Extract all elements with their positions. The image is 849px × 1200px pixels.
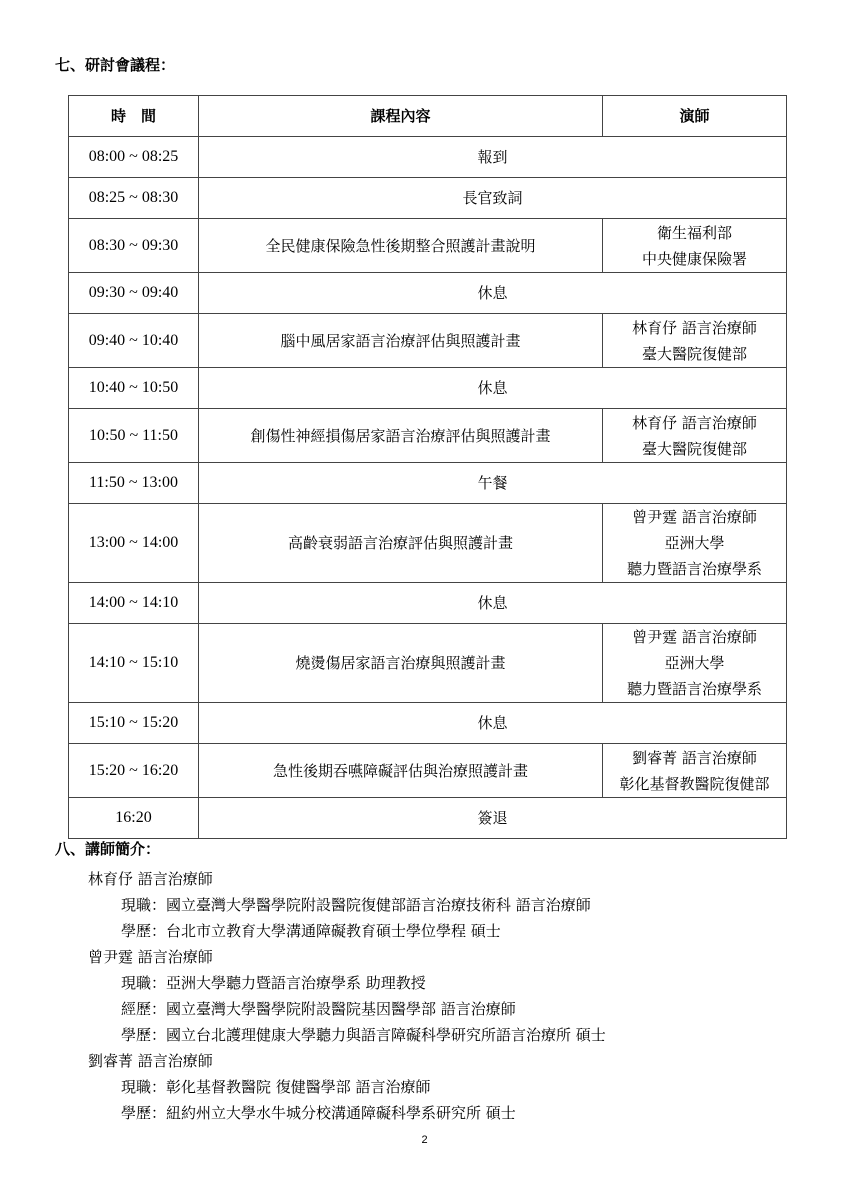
- speaker-line: 曾尹霆 語言治療師: [632, 628, 757, 646]
- agenda-time: 14:00 ~ 14:10: [69, 583, 199, 624]
- agenda-content: 休息: [199, 583, 787, 624]
- agenda-time: 09:30 ~ 09:40: [69, 273, 199, 314]
- speaker-line: 中央健康保險署: [641, 249, 747, 268]
- speaker-name: 曾尹霆 語言治療師: [88, 948, 213, 966]
- agenda-time: 11:50 ~ 13:00: [69, 463, 199, 504]
- speaker-line: 臺大醫院復健部: [641, 344, 747, 363]
- speaker-line: 聽力暨語言治療學系: [626, 680, 762, 698]
- agenda-row: [69, 583, 787, 624]
- agenda-row: [69, 744, 787, 798]
- agenda-row: [69, 273, 787, 314]
- speaker-line: 曾尹霆 語言治療師: [632, 508, 757, 526]
- agenda-time: 10:40 ~ 10:50: [69, 368, 199, 409]
- speaker-line: 聽力暨語言治療學系: [626, 560, 762, 578]
- speaker-detail: 現職：彰化基督教醫院 復健醫學部 語言治療師: [121, 1078, 431, 1096]
- agenda-row: [69, 178, 787, 219]
- speaker-name: 劉睿菁 語言治療師: [88, 1052, 213, 1070]
- agenda-content: 休息: [199, 703, 787, 744]
- agenda-row: [69, 137, 787, 178]
- header-content: 課程內容: [199, 96, 603, 137]
- agenda-row: [69, 314, 787, 368]
- agenda-content: 長官致詞: [199, 178, 787, 219]
- agenda-content: 急性後期吞嚥障礙評估與治療照護計畫: [199, 744, 603, 798]
- speaker-detail: 學歷：紐約州立大學水牛城分校溝通障礙科學系研究所 碩士: [121, 1104, 516, 1122]
- page-number: 2: [421, 1134, 428, 1146]
- agenda-content: 休息: [199, 273, 787, 314]
- agenda-time: 16:20: [69, 798, 199, 839]
- header-time: 時 間: [69, 96, 199, 137]
- speaker-detail: 經歷：國立臺灣大學醫學院附設醫院基因醫學部 語言治療師: [121, 1000, 516, 1018]
- agenda-content: 腦中風居家語言治療評估與照護計畫: [199, 314, 603, 368]
- speaker-line: 亞洲大學: [664, 654, 725, 672]
- agenda-header-row: [69, 96, 787, 137]
- agenda-row: [69, 624, 787, 703]
- agenda-speaker: [603, 504, 787, 583]
- agenda-speaker: [603, 314, 787, 368]
- agenda-time: 14:10 ~ 15:10: [69, 624, 199, 703]
- speaker-line: 亞洲大學: [664, 534, 725, 552]
- agenda-speaker: [603, 219, 787, 273]
- agenda-time: 15:20 ~ 16:20: [69, 744, 199, 798]
- speaker-name: 林育伃 語言治療師: [88, 870, 213, 888]
- agenda-speaker: [603, 409, 787, 463]
- agenda-time: 15:10 ~ 15:20: [69, 703, 199, 744]
- agenda-content: 簽退: [199, 798, 787, 839]
- agenda-content: 高齡衰弱語言治療評估與照護計畫: [199, 504, 603, 583]
- agenda-speaker: [603, 624, 787, 703]
- speaker-line: 衛生福利部: [656, 223, 732, 242]
- speaker-line: 林育伃 語言治療師: [632, 318, 757, 337]
- speaker-line: 劉睿菁 語言治療師: [632, 748, 757, 767]
- speaker-line: 彰化基督教醫院復健部: [619, 774, 770, 793]
- agenda-time: 08:00 ~ 08:25: [69, 137, 199, 178]
- agenda-row: [69, 219, 787, 273]
- agenda-body: [69, 137, 787, 839]
- speaker-line: 臺大醫院復健部: [641, 439, 747, 458]
- agenda-time: 08:25 ~ 08:30: [69, 178, 199, 219]
- agenda-speaker: [603, 744, 787, 798]
- agenda-content: 全民健康保險急性後期整合照護計畫說明: [199, 219, 603, 273]
- agenda-time: 10:50 ~ 11:50: [69, 409, 199, 463]
- agenda-table: [68, 95, 787, 839]
- section-7-title: 七、研討會議程：: [55, 56, 176, 74]
- agenda-row: [69, 504, 787, 583]
- agenda-row: [69, 703, 787, 744]
- speaker-line: 林育伃 語言治療師: [632, 413, 757, 432]
- speaker-detail: 現職：國立臺灣大學醫學院附設醫院復健部語言治療技術科 語言治療師: [121, 896, 591, 914]
- agenda-time: 13:00 ~ 14:00: [69, 504, 199, 583]
- agenda-content: 燒燙傷居家語言治療與照護計畫: [199, 624, 603, 703]
- header-speaker: 演師: [603, 96, 787, 137]
- agenda-content: 午餐: [199, 463, 787, 504]
- agenda-row: [69, 368, 787, 409]
- agenda-content: 報到: [199, 137, 787, 178]
- speaker-detail: 現職：亞洲大學聽力暨語言治療學系 助理教授: [121, 974, 426, 992]
- section-8-title: 八、講師簡介：: [55, 840, 161, 858]
- agenda-row: [69, 463, 787, 504]
- agenda-row: [69, 409, 787, 463]
- agenda-content: 休息: [199, 368, 787, 409]
- agenda-time: 08:30 ~ 09:30: [69, 219, 199, 273]
- agenda-content: 創傷性神經損傷居家語言治療評估與照護計畫: [199, 409, 603, 463]
- speaker-bios: [0, 866, 849, 1126]
- speaker-detail: 學歷：台北市立教育大學溝通障礙教育碩士學位學程 碩士: [121, 922, 501, 940]
- agenda-time: 09:40 ~ 10:40: [69, 314, 199, 368]
- speaker-detail: 學歷：國立台北護理健康大學聽力與語言障礙科學研究所語言治療所 碩士: [121, 1026, 606, 1044]
- agenda-row: [69, 798, 787, 839]
